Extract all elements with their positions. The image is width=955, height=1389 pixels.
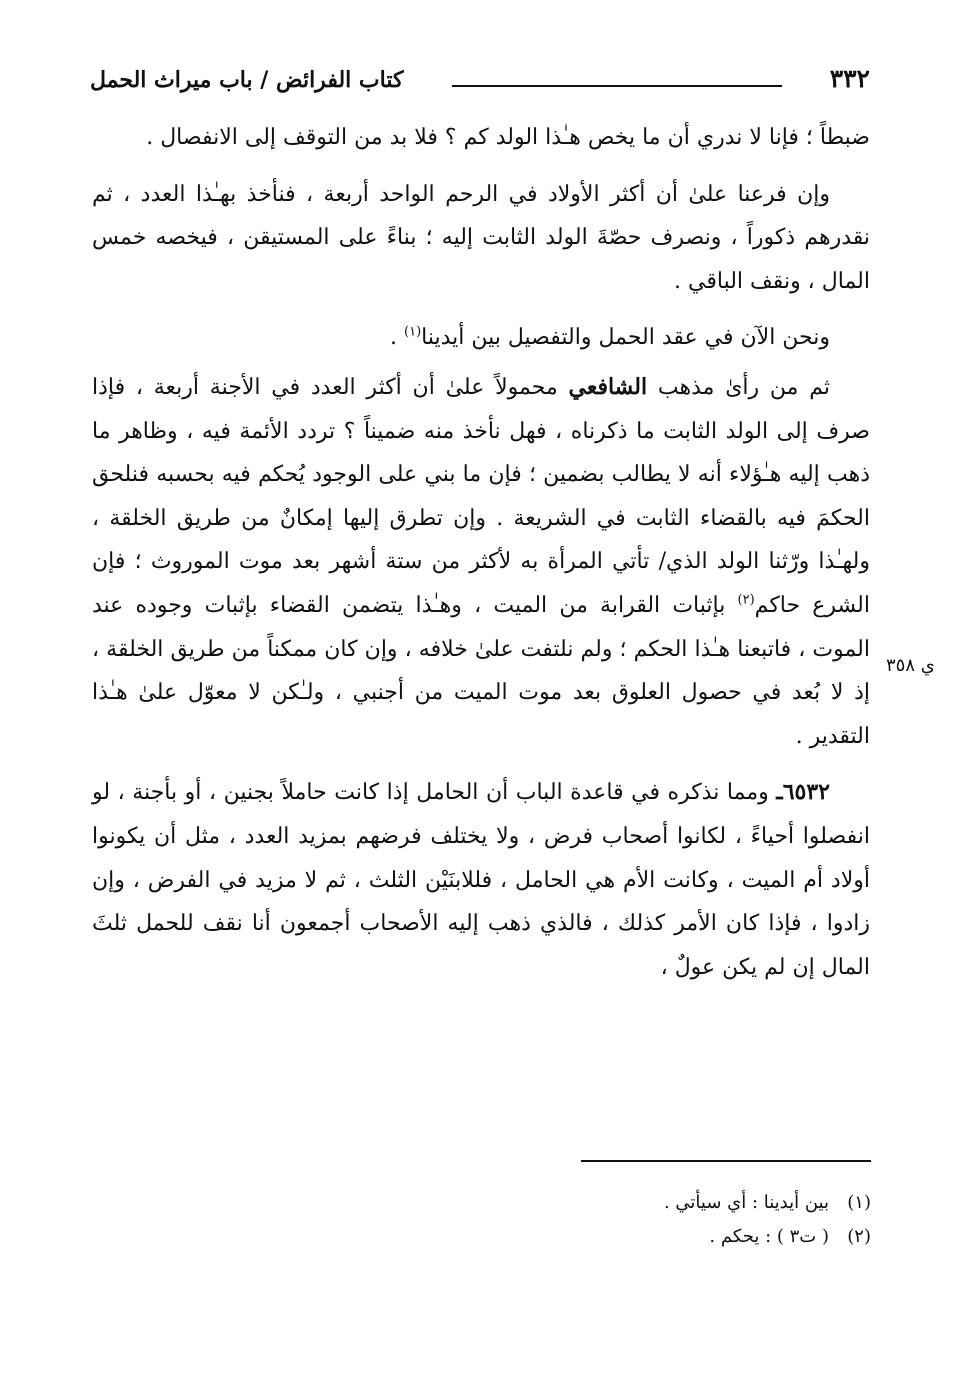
paragraph-5	[92, 771, 870, 989]
main-text	[92, 116, 870, 1002]
footnote-ref-2[interactable]: (٢)	[737, 592, 755, 608]
footnote-2	[171, 1220, 871, 1254]
paragraph-4-mid: محمولاً علىٰ أن أكثر العدد في الأجنة أربعة ، فإذا صرف إلى الولد الثابت ما ذكرناه ، فهل نأخذ منه ضميناً ؟ تردد الأئمة فيه ، وظاهر ما ذهب إليه هـٰؤلاء أنه لا يطالب بضمين ؛ فإن ما بني على الوجود يُحكم فيه بحسبه فنلحق الحكمَ فيه بالقضاء الثابت في الشريعة . وإن تطرق إليها إمكانٌ من طريق الخلقة ، ولهـٰذا ورّثنا الولد الذي/ تأتي المرأة به لأكثر من ستة أشهر بعد موت الموروث ؛ فإن الشرع حاكم	[92, 374, 870, 618]
paragraph-4-start: ثم من رأىٰ مذهب	[647, 374, 830, 400]
footnote-1-number: (١)	[847, 1192, 871, 1213]
footnote-2-number: (٢)	[847, 1226, 871, 1247]
paragraph-4	[92, 366, 870, 758]
footnote-ref-1[interactable]: (١)	[404, 325, 422, 341]
paragraph-1: ضبطاً ؛ فإنا لا ندري أن ما يخص هـٰذا الولد كم ؟ فلا بد من التوقف إلى الانفصال .	[146, 125, 870, 150]
manuscript-margin-note: ي ٣٥٨	[886, 655, 935, 676]
paragraph-3	[92, 316, 870, 360]
header-rule	[452, 85, 782, 87]
paragraph-5-text: ومما نذكره في قاعدة الباب أن الحامل إذا كانت حاملاً بجنين ، أو بأجنة ، لو انفصلوا أحياءً ، لكانوا أصحاب فرض ، ولا يختلف فرضهم بمزيد العدد ، مثل أن يكونوا أولاد أم الميت ، وكانت الأم هي الحامل ، فللابنَيْن الثلث ، ثم لا مزيد في الفرض ، وإن زادوا ، فإذا كان الأمر كذلك ، فالذي ذهب إليه الأصحاب أجمعون أنا نقف للحمل ثلثَ المال إن لم يكن عولٌ ،	[92, 780, 870, 980]
page-header	[90, 62, 870, 102]
footnote-1-text: بين أيدينا : أي سيأتي .	[663, 1192, 829, 1213]
paragraph-2: وإن فرعنا علىٰ أن أكثر الأولاد في الرحم الواحد أربعة ، فنأخذ بهـٰذا العدد ، ثم نقدرهم ذكوراً ، ونصرف حصّةَ الولد الثابت إليه ؛ بناءً على المستيقن ، فيخصه خمس المال ، ونقف الباقي .	[92, 181, 870, 294]
issue-number: ٦٥٣٢ـ	[776, 779, 830, 806]
paragraph-3-end: .	[390, 325, 404, 351]
footnote-2-text: ( ت٣ ) : يحكم .	[709, 1226, 829, 1247]
running-title: كتاب الفرائض / باب ميراث الحمل	[90, 67, 404, 93]
page-number: ٣٣٢	[829, 64, 870, 93]
paragraph-3-text: ونحن الآن في عقد الحمل والتفصيل بين أيدينا	[421, 325, 830, 351]
shafii-name: الشافعي	[568, 373, 648, 400]
paragraph-4-end: بإثبات القرابة من الميت ، وهـٰذا يتضمن القضاء بإثبات وجوده عند الموت ، فاتبعنا هـٰذا الحكم ؛ ولم نلتفت علىٰ خلافه ، وإن كان ممكناً من طريق الخلقة ، إذ لا بُعد في حصول العلوق بعد موت الميت من أجنبي ، ولـٰكن لا معوّل علىٰ هـٰذا التقدير .	[92, 592, 870, 749]
footnote-1	[171, 1186, 871, 1220]
footnote-rule	[581, 1160, 871, 1162]
footnotes	[171, 1186, 871, 1254]
